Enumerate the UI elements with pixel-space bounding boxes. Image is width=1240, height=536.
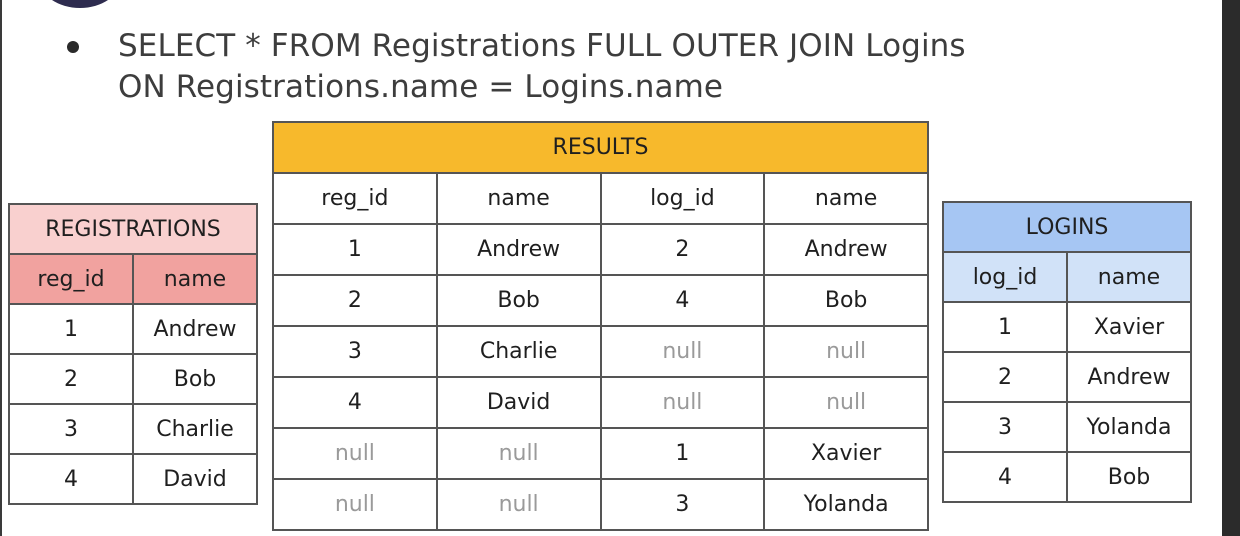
table-cell: Bob — [1067, 452, 1191, 502]
table-cell: 3 — [9, 404, 133, 454]
registrations-title-row — [9, 204, 257, 254]
table-row — [9, 454, 257, 504]
table-cell: 2 — [943, 352, 1067, 402]
table-cell: Andrew — [437, 224, 601, 275]
null-cell: null — [273, 428, 437, 479]
table-row — [273, 479, 928, 530]
logins-header-cell: log_id — [943, 252, 1067, 302]
table-cell: 2 — [601, 224, 765, 275]
table-cell: Yolanda — [764, 479, 928, 530]
table-cell: 1 — [943, 302, 1067, 352]
table-row — [273, 224, 928, 275]
table-row — [9, 404, 257, 454]
table-cell: 2 — [273, 275, 437, 326]
sql-query — [118, 26, 966, 108]
results-title: RESULTS — [273, 122, 928, 173]
table-cell: Andrew — [764, 224, 928, 275]
table-row — [9, 304, 257, 354]
null-cell: null — [601, 326, 765, 377]
results-header-cell: name — [437, 173, 601, 224]
results-header-cell: name — [764, 173, 928, 224]
table-row — [9, 354, 257, 404]
registrations-header-row — [9, 254, 257, 304]
table-cell: 4 — [601, 275, 765, 326]
logins-title-row — [943, 202, 1191, 252]
table-cell: Bob — [133, 354, 257, 404]
table-cell: 4 — [943, 452, 1067, 502]
table-cell: Charlie — [437, 326, 601, 377]
right-frame-edge — [1222, 0, 1240, 536]
logins-title: LOGINS — [943, 202, 1191, 252]
null-cell: null — [273, 479, 437, 530]
table-row — [943, 402, 1191, 452]
slide-corner-decoration — [40, 0, 120, 8]
table-cell: Bob — [437, 275, 601, 326]
table-cell: Xavier — [764, 428, 928, 479]
table-row — [273, 326, 928, 377]
table-cell: 1 — [9, 304, 133, 354]
null-cell: null — [764, 377, 928, 428]
table-row — [273, 428, 928, 479]
table-cell: David — [437, 377, 601, 428]
registrations-title: REGISTRATIONS — [9, 204, 257, 254]
registrations-table — [8, 203, 258, 505]
table-cell: 3 — [943, 402, 1067, 452]
table-cell: 2 — [9, 354, 133, 404]
table-row — [943, 302, 1191, 352]
table-cell: Xavier — [1067, 302, 1191, 352]
sql-query-line-1: SELECT * FROM Registrations FULL OUTER JOIN Logins — [118, 28, 966, 64]
null-cell: null — [437, 428, 601, 479]
table-cell: Bob — [764, 275, 928, 326]
results-header-row — [273, 173, 928, 224]
table-cell: Charlie — [133, 404, 257, 454]
table-row — [943, 452, 1191, 502]
table-cell: 4 — [9, 454, 133, 504]
results-table — [272, 121, 929, 531]
bullet-icon — [67, 41, 79, 53]
sql-query-line-2: ON Registrations.name = Logins.name — [118, 69, 724, 105]
results-header-cell: reg_id — [273, 173, 437, 224]
table-cell: 1 — [601, 428, 765, 479]
table-cell: Andrew — [1067, 352, 1191, 402]
table-cell: 4 — [273, 377, 437, 428]
results-header-cell: log_id — [601, 173, 765, 224]
table-cell: 3 — [601, 479, 765, 530]
logins-table — [942, 201, 1192, 503]
left-frame-edge — [0, 0, 2, 536]
table-row — [273, 377, 928, 428]
table-row — [273, 275, 928, 326]
table-cell: 3 — [273, 326, 437, 377]
results-title-row — [273, 122, 928, 173]
null-cell: null — [601, 377, 765, 428]
table-cell: David — [133, 454, 257, 504]
logins-header-cell: name — [1067, 252, 1191, 302]
table-row — [943, 352, 1191, 402]
table-cell: Yolanda — [1067, 402, 1191, 452]
null-cell: null — [437, 479, 601, 530]
registrations-header-cell: name — [133, 254, 257, 304]
null-cell: null — [764, 326, 928, 377]
registrations-header-cell: reg_id — [9, 254, 133, 304]
table-cell: Andrew — [133, 304, 257, 354]
logins-header-row — [943, 252, 1191, 302]
table-cell: 1 — [273, 224, 437, 275]
